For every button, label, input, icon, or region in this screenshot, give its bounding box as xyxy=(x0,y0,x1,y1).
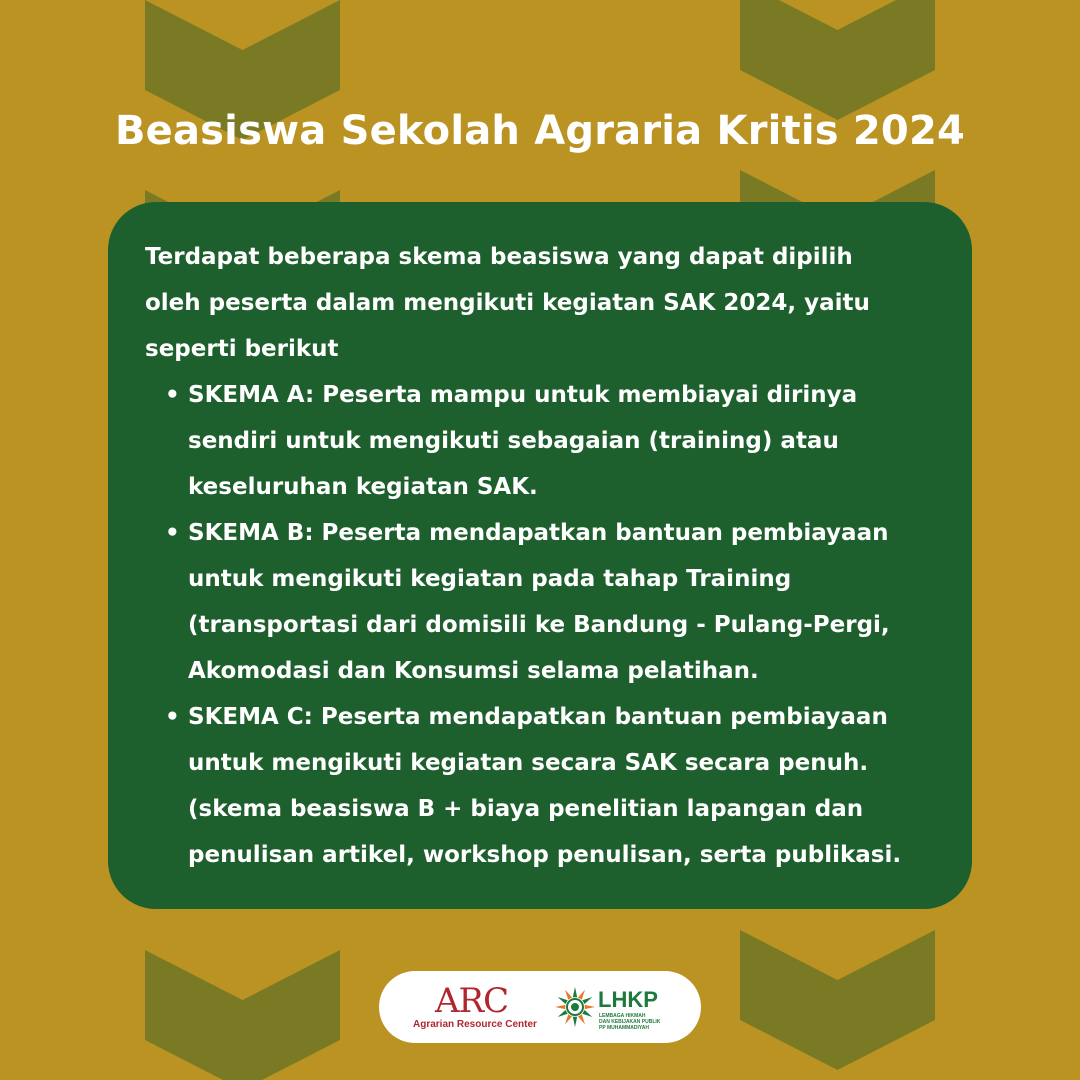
scheme-line: (transportasi dari domisili ke Bandung - Pulang-Pergi, xyxy=(188,612,890,638)
scheme-line: penulisan artikel, workshop penulisan, serta publikasi. xyxy=(188,842,902,868)
chevron-stripe xyxy=(740,930,935,1070)
arc-logo-icon: ARC xyxy=(435,981,509,1021)
arc-logo-name: Agrarian Resource Center xyxy=(413,1019,537,1030)
scheme-list xyxy=(145,372,942,878)
scheme-a-item xyxy=(145,372,942,510)
arc-logo xyxy=(413,981,543,1033)
lhkp-logo xyxy=(551,985,691,1031)
scheme-line: SKEMA C: Peserta mendapatkan bantuan pembiayaan xyxy=(188,704,888,730)
scheme-line: untuk mengikuti kegiatan pada tahap Training xyxy=(188,566,792,592)
scheme-line: (skema beasiswa B + biaya penelitian lapangan dan xyxy=(188,796,864,822)
bullet-icon: • xyxy=(165,382,180,408)
muhammadiyah-sun-emblem-icon xyxy=(553,985,597,1029)
scheme-line: keseluruhan kegiatan SAK. xyxy=(188,474,538,500)
scheme-line: SKEMA B: Peserta mendapatkan bantuan pembiayaan xyxy=(188,520,889,546)
scholarship-info-card xyxy=(108,202,972,909)
page-title: Beasiswa Sekolah Agraria Kritis 2024 xyxy=(114,108,966,154)
scheme-b-item xyxy=(145,510,942,694)
scheme-c-item xyxy=(145,694,942,878)
chevron-stripe xyxy=(740,0,935,120)
intro-line: seperti berikut xyxy=(145,336,339,362)
intro-line: Terdapat beberapa skema beasiswa yang dapat dipilih xyxy=(145,244,853,270)
intro-text xyxy=(145,234,942,372)
chevron-stripe xyxy=(145,950,340,1080)
scheme-line: untuk mengikuti kegiatan secara SAK secara penuh. xyxy=(188,750,869,776)
bullet-icon: • xyxy=(165,704,180,730)
scheme-line: Akomodasi dan Konsumsi selama pelatihan. xyxy=(188,658,759,684)
intro-line: oleh peserta dalam mengikuti kegiatan SAK 2024, yaitu xyxy=(145,290,870,316)
bullet-icon: • xyxy=(165,520,180,546)
partner-logos xyxy=(379,971,701,1043)
lhkp-logo-mark: LHKP xyxy=(598,987,658,1012)
scheme-line: sendiri untuk mengikuti sebagaian (training) atau xyxy=(188,428,839,454)
scheme-line: SKEMA A: Peserta mampu untuk membiayai dirinya xyxy=(188,382,858,408)
lhkp-logo-subtitle: LEMBAGA HIKMAH DAN KEBIJAKAN PUBLIK PP MUHAMMADIYAH xyxy=(599,1013,661,1031)
